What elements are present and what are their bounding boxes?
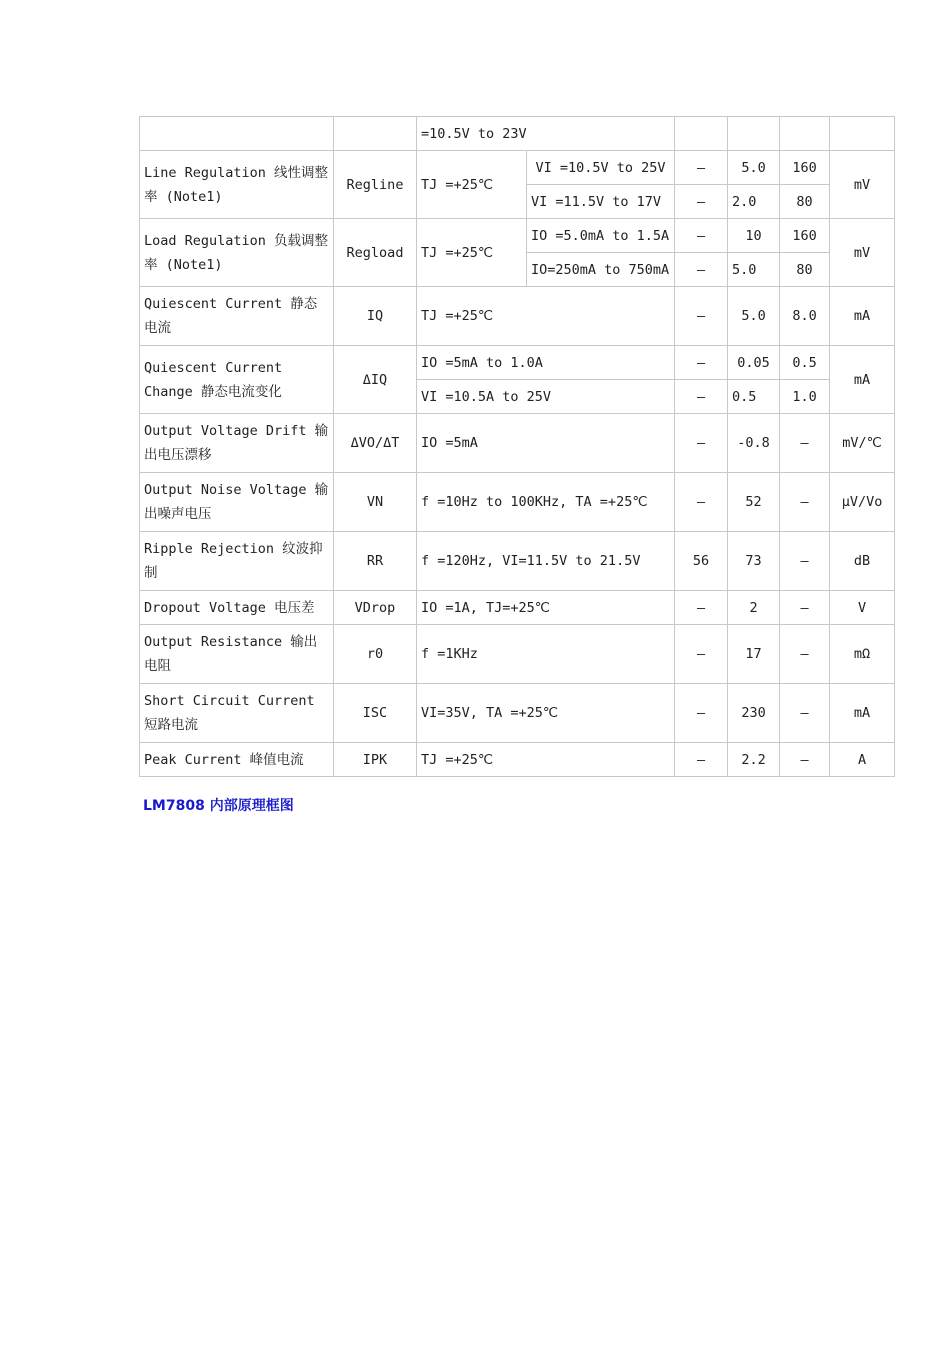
- param-cell: Line Regulation 线性调整率 (Note1): [140, 151, 334, 219]
- symbol-cell: ΔIQ: [334, 346, 417, 414]
- min-cell: –: [675, 185, 728, 219]
- unit-cell: A: [830, 743, 895, 777]
- max-cell: 8.0: [780, 287, 830, 346]
- max-cell: –: [780, 532, 830, 591]
- typ-cell: 10: [728, 219, 780, 253]
- condition-cell: f =1KHz: [417, 625, 675, 684]
- condition-cell: TJ =+25℃: [417, 219, 527, 287]
- param-cell: Short Circuit Current 短路电流: [140, 684, 334, 743]
- typ-cell: [728, 117, 780, 151]
- min-cell: –: [675, 380, 728, 414]
- max-cell: –: [780, 473, 830, 532]
- max-cell: 160: [780, 151, 830, 185]
- sub-condition-cell: VI =10.5A to 25V: [417, 380, 675, 414]
- typ-cell: 5.0: [728, 287, 780, 346]
- param-cell: [140, 117, 334, 151]
- condition-cell: VI=35V, TA =+25℃: [417, 684, 675, 743]
- min-cell: –: [675, 287, 728, 346]
- sub-condition-cell: IO =5mA to 1.0A: [417, 346, 675, 380]
- unit-cell: dB: [830, 532, 895, 591]
- symbol-cell: IPK: [334, 743, 417, 777]
- typ-cell: 2: [728, 591, 780, 625]
- sub-condition-cell: VI =11.5V to 17V: [527, 185, 675, 219]
- unit-cell: mV: [830, 219, 895, 287]
- condition-cell: IO =1A, TJ=+25℃: [417, 591, 675, 625]
- symbol-cell: Regline: [334, 151, 417, 219]
- min-cell: –: [675, 625, 728, 684]
- max-cell: –: [780, 414, 830, 473]
- table-row: [140, 625, 895, 684]
- min-cell: –: [675, 591, 728, 625]
- section-heading[interactable]: LM7808 内部原理框图: [143, 798, 294, 814]
- electrical-characteristics-table: [139, 116, 895, 777]
- condition-cell: TJ =+25℃: [417, 743, 675, 777]
- condition-cell: TJ =+25℃: [417, 287, 675, 346]
- typ-cell: 0.05: [728, 346, 780, 380]
- table-row: [140, 287, 895, 346]
- min-cell: –: [675, 414, 728, 473]
- typ-cell: 0.5: [728, 380, 780, 414]
- unit-cell: mV: [830, 151, 895, 219]
- unit-cell: mA: [830, 684, 895, 743]
- symbol-cell: RR: [334, 532, 417, 591]
- table-row: [140, 346, 895, 380]
- max-cell: 80: [780, 185, 830, 219]
- param-cell: Output Noise Voltage 输出噪声电压: [140, 473, 334, 532]
- symbol-cell: r0: [334, 625, 417, 684]
- max-cell: 80: [780, 253, 830, 287]
- typ-cell: -0.8: [728, 414, 780, 473]
- symbol-cell: [334, 117, 417, 151]
- param-cell: Peak Current 峰值电流: [140, 743, 334, 777]
- symbol-cell: VN: [334, 473, 417, 532]
- max-cell: –: [780, 743, 830, 777]
- unit-cell: [830, 117, 895, 151]
- min-cell: –: [675, 346, 728, 380]
- condition-cell: f =10Hz to 100KHz, TA =+25℃: [417, 473, 675, 532]
- sub-condition-cell: VI =10.5V to 25V: [527, 151, 675, 185]
- param-cell: Dropout Voltage 电压差: [140, 591, 334, 625]
- table-row: [140, 414, 895, 473]
- symbol-cell: VDrop: [334, 591, 417, 625]
- max-cell: –: [780, 684, 830, 743]
- min-cell: [675, 117, 728, 151]
- typ-cell: 230: [728, 684, 780, 743]
- min-cell: –: [675, 684, 728, 743]
- max-cell: 0.5: [780, 346, 830, 380]
- sub-condition-cell: IO=250mA to 750mA: [527, 253, 675, 287]
- param-cell: Ripple Rejection 纹波抑制: [140, 532, 334, 591]
- symbol-cell: Regload: [334, 219, 417, 287]
- table-row: [140, 117, 895, 151]
- typ-cell: 5.0: [728, 151, 780, 185]
- symbol-cell: IQ: [334, 287, 417, 346]
- typ-cell: 17: [728, 625, 780, 684]
- table-row: [140, 473, 895, 532]
- typ-cell: 2.0: [728, 185, 780, 219]
- table-row: [140, 684, 895, 743]
- max-cell: –: [780, 591, 830, 625]
- max-cell: 160: [780, 219, 830, 253]
- unit-cell: μV/Vo: [830, 473, 895, 532]
- unit-cell: mA: [830, 287, 895, 346]
- min-cell: –: [675, 151, 728, 185]
- min-cell: –: [675, 473, 728, 532]
- condition-cell: IO =5mA: [417, 414, 675, 473]
- unit-cell: mΩ: [830, 625, 895, 684]
- typ-cell: 2.2: [728, 743, 780, 777]
- table-row: [140, 151, 895, 185]
- min-cell: –: [675, 219, 728, 253]
- condition-cell: =10.5V to 23V: [417, 117, 675, 151]
- max-cell: –: [780, 625, 830, 684]
- symbol-cell: ISC: [334, 684, 417, 743]
- unit-cell: V: [830, 591, 895, 625]
- table-row: [140, 219, 895, 253]
- typ-cell: 52: [728, 473, 780, 532]
- unit-cell: mV/℃: [830, 414, 895, 473]
- unit-cell: mA: [830, 346, 895, 414]
- table-row: [140, 532, 895, 591]
- param-cell: Output Voltage Drift 输出电压漂移: [140, 414, 334, 473]
- param-cell: Quiescent Current 静态电流: [140, 287, 334, 346]
- param-cell: Output Resistance 输出电阻: [140, 625, 334, 684]
- sub-condition-cell: IO =5.0mA to 1.5A: [527, 219, 675, 253]
- table-row: [140, 743, 895, 777]
- param-cell: Load Regulation 负载调整率 (Note1): [140, 219, 334, 287]
- typ-cell: 73: [728, 532, 780, 591]
- min-cell: –: [675, 253, 728, 287]
- typ-cell: 5.0: [728, 253, 780, 287]
- param-cell: Quiescent Current Change 静态电流变化: [140, 346, 334, 414]
- condition-cell: TJ =+25℃: [417, 151, 527, 219]
- min-cell: –: [675, 743, 728, 777]
- max-cell: [780, 117, 830, 151]
- condition-cell: f =120Hz, VI=11.5V to 21.5V: [417, 532, 675, 591]
- max-cell: 1.0: [780, 380, 830, 414]
- min-cell: 56: [675, 532, 728, 591]
- symbol-cell: ΔVO/ΔT: [334, 414, 417, 473]
- table-row: [140, 591, 895, 625]
